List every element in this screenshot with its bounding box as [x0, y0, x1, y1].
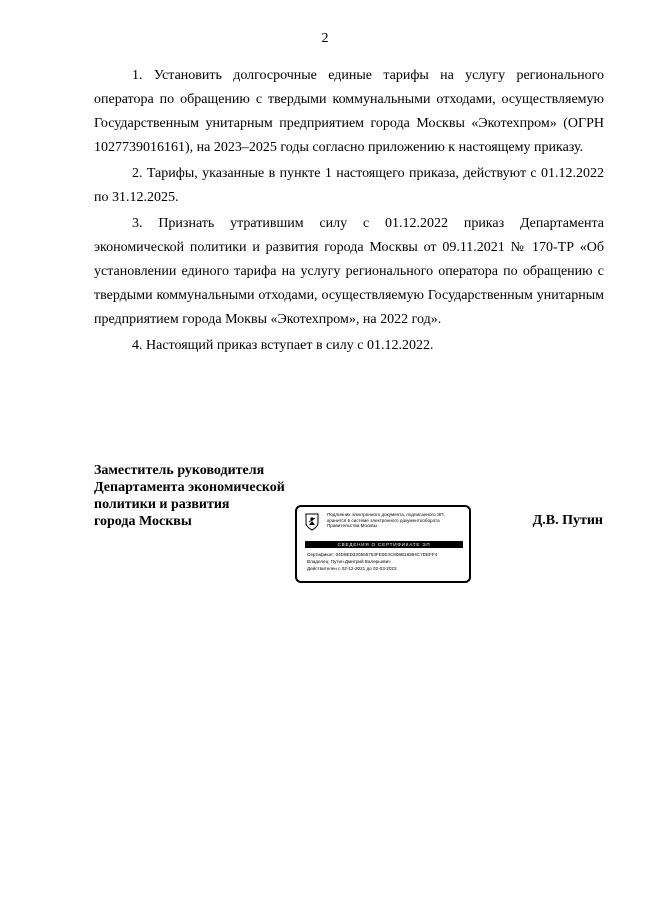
stamp-header — [327, 512, 467, 529]
stamp-header-line: хранится в системе электронного документооборота — [327, 517, 440, 523]
stamp-certificate: Сертификат: 04D8ED320565753FE0E3C809B18394C7DEFF4 — [307, 552, 438, 557]
electronic-signature-stamp — [295, 505, 471, 583]
stamp-validity: Действителен с 02-12-2021 до 02-03-2023 — [307, 565, 397, 571]
paragraph-2: 2. Тарифы, указанные в пункте 1 настоящего приказа, действуют с 01.12.2022 по 31.12.2025. — [94, 166, 604, 205]
paragraph-1: 1. Установить долгосрочные единые тарифы на услугу регионального оператора по обращению с твердыми коммунальными отходами, осуществляемую Государственным унитарным предприятием города Москвы «Экотехпром» (ОГРН 1027739016161), на 2023–2025 годы согласно приложению к настоящему приказу. — [94, 68, 604, 155]
stamp-owner: Владелец: Путин Дмитрий Валерьевич — [307, 558, 391, 564]
document-body — [94, 64, 604, 360]
signer-title-line: Департамента экономической — [94, 480, 285, 495]
stamp-header-line: Подлинник электронного документа, подписанного ЭП, — [327, 512, 445, 517]
stamp-header-line: Правительства Москвы — [327, 523, 378, 529]
page-number: 2 — [321, 31, 329, 46]
signer-title-line: Заместитель руководителя — [94, 463, 265, 478]
paragraph-3: 3. Признать утратившим силу с 01.12.2022 приказ Департамента экономической политики и развития города Москвы от 09.11.2021 № 170-ТР «Об установлении единого тарифа на услугу регионального оператора по обращению с твердыми коммунальными отходами, осуществляемую Государственным унитарным предприятием города Моквы «Экотехпром», на 2022 год». — [94, 216, 604, 327]
signer-title — [94, 462, 324, 530]
signer-title-line: города Москвы — [94, 514, 192, 529]
moscow-coat-of-arms-icon — [305, 513, 319, 531]
signer-title-line: политики и развития — [94, 497, 230, 512]
signer-name: Д.В. Путин — [532, 513, 603, 528]
stamp-details — [307, 552, 467, 573]
stamp-certificate-bar: СВЕДЕНИЯ О СЕРТИФИКАТЕ ЭП — [305, 541, 463, 548]
paragraph-4: 4. Настоящий приказ вступает в силу с 01.12.2022. — [132, 338, 434, 353]
